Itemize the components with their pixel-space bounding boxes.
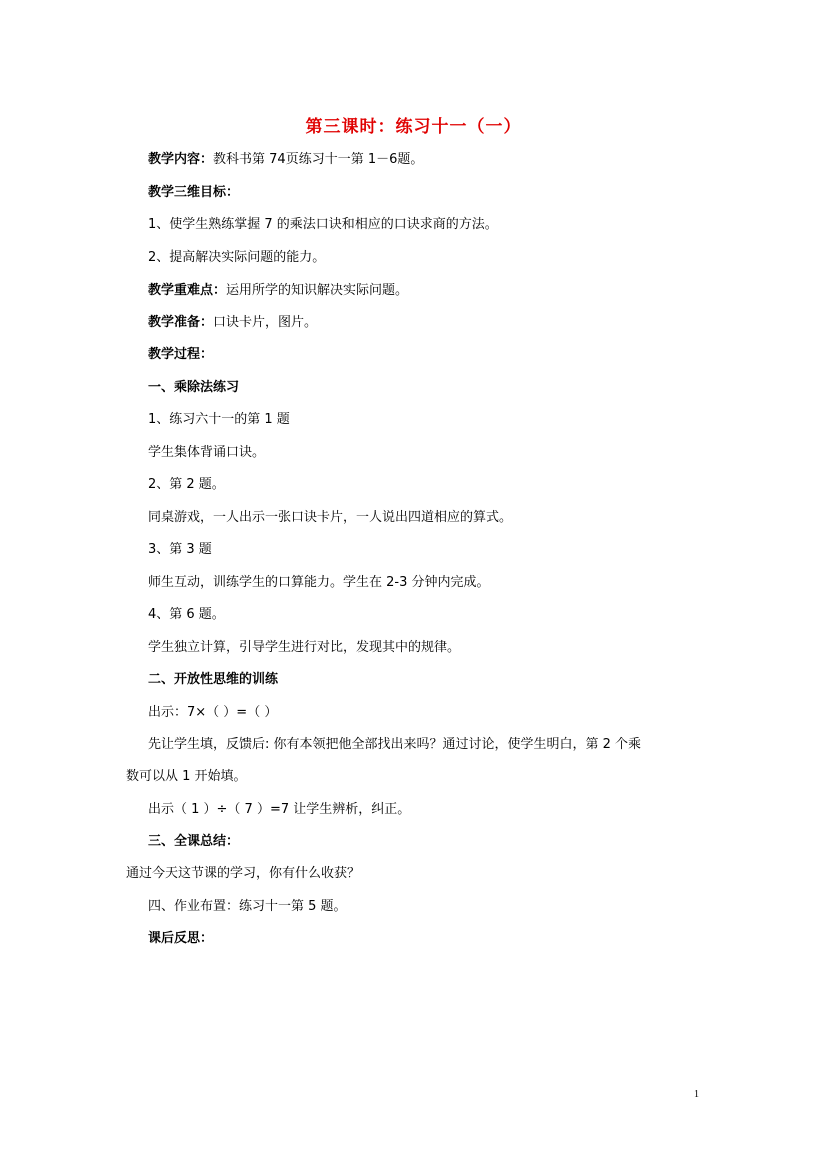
item-1-2: 2、第 2 题。 [148,477,225,492]
goal-2: 2、提高解决实际问题的能力。 [148,250,326,265]
content-text: 教科书第 74页练习十一第 1－6题。 [213,152,424,167]
content-label: 教学内容： [148,152,214,167]
goals-heading: 教学三维目标： [148,185,240,200]
key-label: 教学重难点： [148,283,227,298]
key-line [148,282,408,300]
section-1-heading: 一、乘除法练习 [148,380,240,395]
prep-line [148,314,317,332]
reflection-heading: 课后反思： [148,931,214,946]
section-4-line [148,898,347,916]
goal-1: 1、使学生熟练掌握 7 的乘法口诀和相应的口诀求商的方法。 [148,217,498,232]
key-text: 运用所学的知识解决实际问题。 [226,283,409,298]
content-line [148,151,423,169]
page-number: 1 [694,1089,699,1100]
item-1-4: 4、第 6 题。 [148,607,225,622]
section-4-text: 练习十一第 5 题。 [239,899,347,914]
item-1-4-text: 学生独立计算，引导学生进行对比，发现其中的规律。 [148,640,461,655]
section-2-show: 出示：7×（ ）=（ ） [148,705,278,720]
item-1-1: 1、练习六十一的第 1 题 [148,412,290,427]
item-1-3: 3、第 3 题 [148,542,212,557]
section-4-label: 四、作业布置： [148,899,240,914]
section-2-text-b: 数可以从 1 开始填。 [126,769,247,784]
prep-label: 教学准备： [148,315,214,330]
section-2-text-a: 先让学生填，反馈后: 你有本领把他全部找出来吗？通过讨论，使学生明白，第 2 个乘 [148,737,642,752]
section-3-heading: 三、全课总结： [148,834,240,849]
page-title: 第三课时：练习十一（一） [305,117,522,137]
section-2-show-2: 出示（ 1 ）÷（ 7 ）=7 让学生辨析，纠正。 [148,802,411,817]
section-2-heading: 二、开放性思维的训练 [148,672,279,687]
section-3-text: 通过今天这节课的学习，你有什么收获？ [126,866,361,881]
item-1-2-text: 同桌游戏，一人出示一张口诀卡片，一人说出四道相应的算式。 [148,510,513,525]
item-1-1-text: 学生集体背诵口诀。 [148,445,266,460]
prep-text: 口诀卡片，图片。 [213,315,318,330]
item-1-3-text: 师生互动，训练学生的口算能力。学生在 2-3 分钟内完成。 [148,575,490,590]
process-heading: 教学过程： [148,347,214,362]
